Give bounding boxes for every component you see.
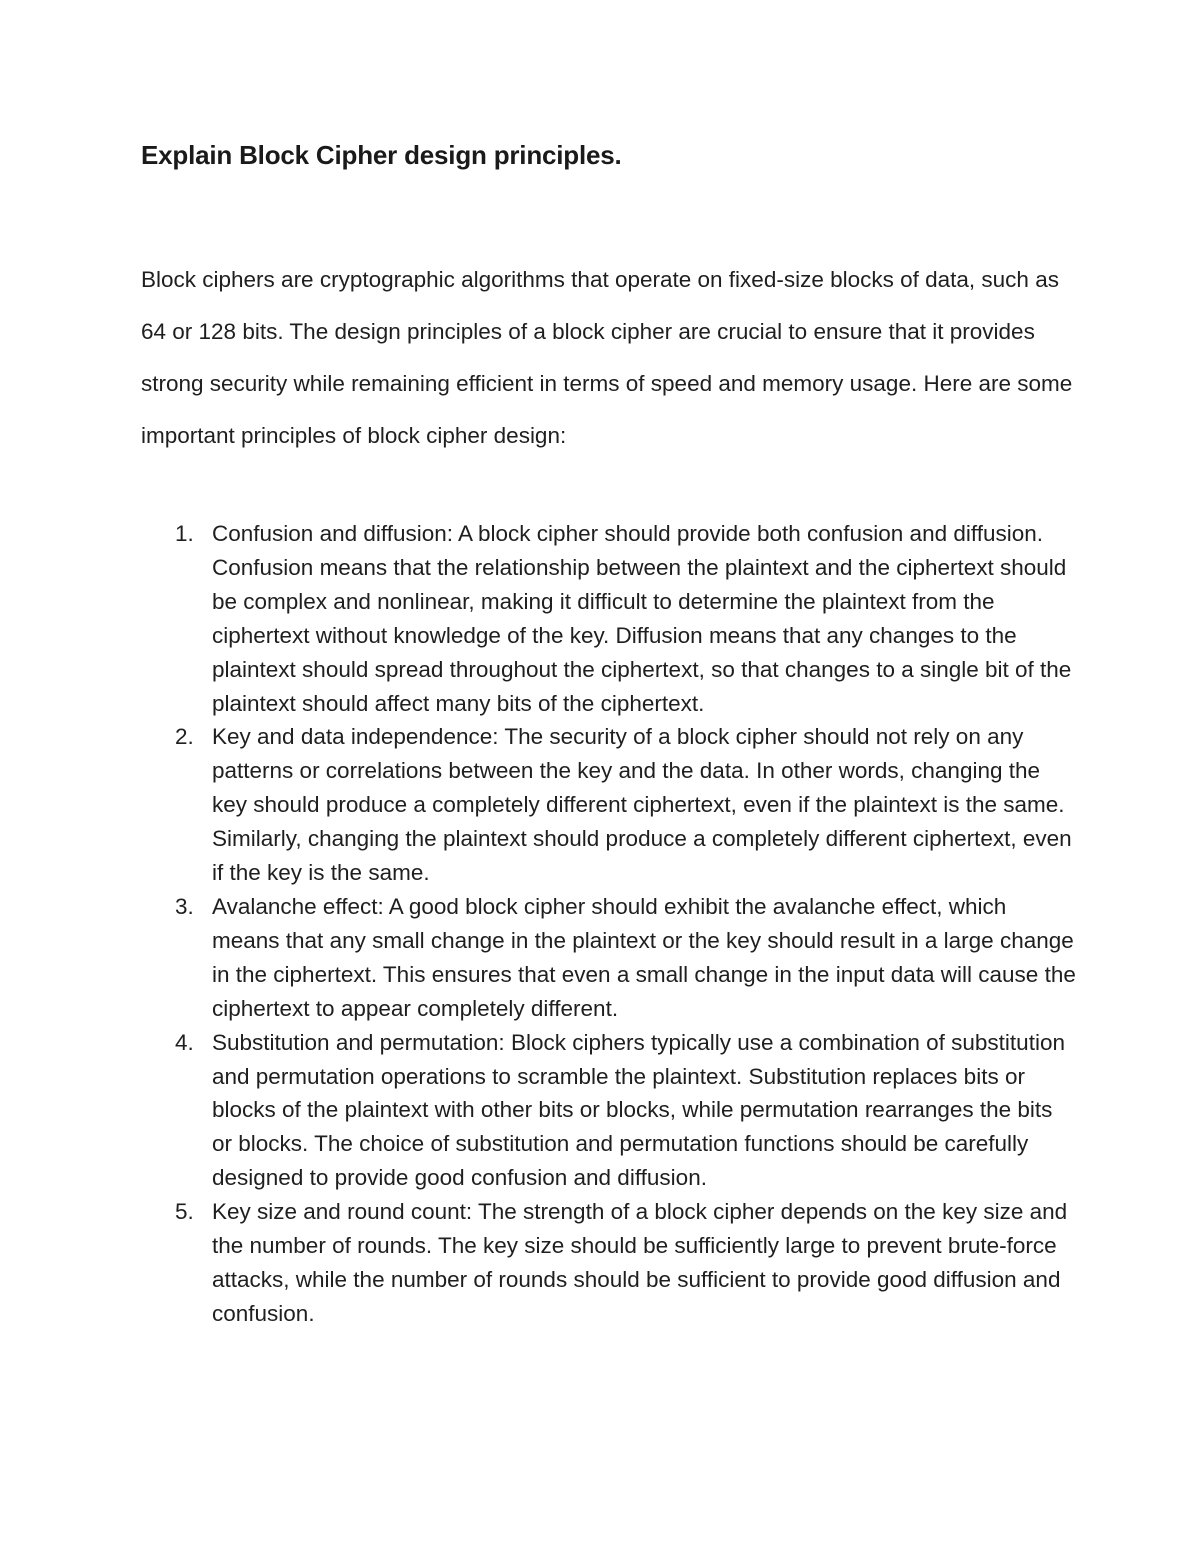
list-item-number: 2.: [175, 724, 194, 750]
list-item-text: Key size and round count: The strength of a block cipher depends on the key size and the number of rounds. The key size should be sufficiently large to prevent brute-force attacks, while the number of rounds should be sufficient to provide good diffusion and confusion.: [212, 1199, 1068, 1326]
list-item-number: 4.: [175, 1029, 194, 1055]
intro-paragraph: Block ciphers are cryptographic algorithms that operate on fixed-size blocks of data, such as 64 or 128 bits. The design principles of a block cipher are crucial to ensure that it provides strong security while remaining efficient in terms of speed and memory usage. Here are some important principles of block cipher design:: [141, 267, 1073, 448]
list-item-key-data-independence: [141, 720, 1076, 890]
list-item-avalanche-effect: [141, 890, 1076, 1026]
list-item-substitution-permutation: [141, 1026, 1076, 1196]
list-item-key-size-round-count: [141, 1195, 1076, 1331]
list-item-text: Avalanche effect: A good block cipher should exhibit the avalanche effect, which means that any small change in the plaintext or the key should result in a large change in the ciphertext. This ensures that even a small change in the input data will cause the ciphertext to appear completely different.: [212, 893, 1076, 1021]
list-item-text: Key and data independence: The security of a block cipher should not rely on any patterns or correlations between the key and the data. In other words, changing the key should produce a completely different ciphertext, even if the plaintext is the same. Similarly, changing the plaintext should produce a completely different ciphertext, even if the key is the same.: [212, 724, 1072, 886]
list-item-number: 3.: [175, 893, 194, 919]
page-title: Explain Block Cipher design principles.: [141, 140, 622, 170]
list-item-text: Substitution and permutation: Block ciphers typically use a combination of substitution and permutation operations to scramble the plaintext. Substitution replaces bits or blocks of the plaintext with other bits or blocks, while permutation rearranges the bits or blocks. The choice of substitution and permutation functions should be carefully designed to provide good confusion and diffusion.: [212, 1029, 1065, 1191]
list-item-text: Confusion and diffusion: A block cipher should provide both confusion and diffusion. Confusion means that the relationship between the plaintext and the ciphertext should be complex and nonlinear, making it difficult to determine the plaintext from the ciphertext without knowledge of the key. Diffusion means that any changes to the plaintext should spread throughout the ciphertext, so that changes to a single bit of the plaintext should affect many bits of the ciphertext.: [212, 521, 1072, 716]
list-item-number: 5.: [175, 1199, 194, 1225]
principles-list: [141, 517, 1076, 1331]
list-item-number: 1.: [175, 521, 194, 546]
list-item-confusion-diffusion: [141, 517, 1076, 720]
